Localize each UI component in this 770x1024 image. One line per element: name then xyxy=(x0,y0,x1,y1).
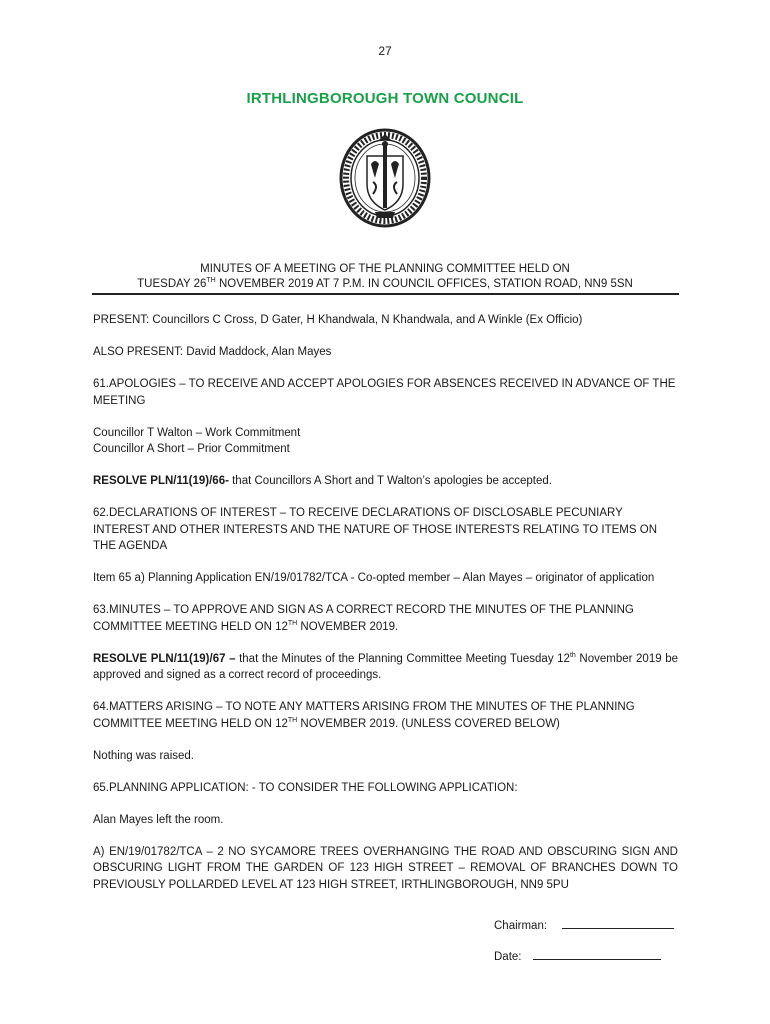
apology-1: Councillor T Walton – Work Commitment xyxy=(93,426,301,439)
chairman-signature xyxy=(494,918,674,932)
meeting-header-line1: MINUTES OF A MEETING OF THE PLANNING COMMITTEE HELD ON xyxy=(200,263,570,275)
item-62-declaration: Item 65 a) Planning Application EN/19/01782/TCA - Co-opted member – Alan Mayes – originator of application xyxy=(93,572,655,584)
minutes-body xyxy=(93,312,678,909)
date-label: Date: xyxy=(494,951,522,963)
date-signature xyxy=(494,949,661,963)
meeting-header xyxy=(92,262,678,292)
item-61-heading: 61.APOLOGIES – TO RECEIVE AND ACCEPT APOLOGIES FOR ABSENCES RECEIVED IN ADVANCE OF THE MEETING xyxy=(93,378,676,407)
header-rule xyxy=(92,293,679,295)
page-number: 27 xyxy=(378,44,392,58)
also-present-line: ALSO PRESENT: David Maddock, Alan Mayes xyxy=(93,346,332,358)
item-64-heading: 64.MATTERS ARISING – TO NOTE ANY MATTERS ARISING FROM THE MINUTES OF THE PLANNING COMMITTEE MEETING HELD ON 12TH NOVEMBER 2019. (UNLESS COVERED BELOW) xyxy=(93,701,635,730)
apology-2: Councillor A Short – Prior Commitment xyxy=(93,443,290,455)
item-65-application: A) EN/19/01782/TCA – 2 NO SYCAMORE TREES OVERHANGING THE ROAD AND OBSCURING SIGN AND OBSCURING LIGHT FROM THE GARDEN OF 123 HIGH STREET – REMOVAL OF BRANCHES DOWN TO PREVIOUSLY POLLARDED LEVEL AT 123 HIGH STREET, IRTHLINGBOROUGH, NN9 5PU xyxy=(93,845,678,891)
chairman-signature-line xyxy=(562,918,674,929)
chairman-label: Chairman: xyxy=(494,920,548,932)
date-signature-line xyxy=(533,949,661,960)
item-62-heading: 62.DECLARATIONS OF INTEREST – TO RECEIVE DECLARATIONS OF DISCLOSABLE PECUNIARY INTEREST AND OTHER INTERESTS AND THE NATURE OF THOSE INTERESTS RELATING TO ITEMS ON THE AGENDA xyxy=(93,507,658,552)
item-63-heading: 63.MINUTES – TO APPROVE AND SIGN AS A CORRECT RECORD THE MINUTES OF THE PLANNING COMMITTEE MEETING HELD ON 12TH NOVEMBER 2019. xyxy=(93,604,634,633)
item-63-resolution: RESOLVE PLN/11(19)/67 – that the Minutes of the Planning Committee Meeting Tuesday 12th November 2019 be approved and signed as a correct record of proceedings. xyxy=(93,651,678,681)
council-name: IRTHLINGBOROUGH TOWN COUNCIL xyxy=(246,90,524,107)
item-65-heading: 65.PLANNING APPLICATION: - TO CONSIDER THE FOLLOWING APPLICATION: xyxy=(93,781,518,794)
council-crest-icon xyxy=(337,126,433,232)
item-61-apologies xyxy=(93,425,678,458)
item-65-note: Alan Mayes left the room. xyxy=(93,813,224,826)
meeting-header-line2: TUESDAY 26TH NOVEMBER 2019 AT 7 P.M. IN COUNCIL OFFICES, STATION ROAD, NN9 5SN xyxy=(137,277,633,290)
present-line: PRESENT: Councillors C Cross, D Gater, H Khandwala, N Khandwala, and A Winkle (Ex Officio) xyxy=(93,314,583,326)
item-61-resolution: RESOLVE PLN/11(19)/66- that Councillors A Short and T Walton’s apologies be accepted. xyxy=(93,475,552,487)
item-64-note: Nothing was raised. xyxy=(93,749,194,762)
